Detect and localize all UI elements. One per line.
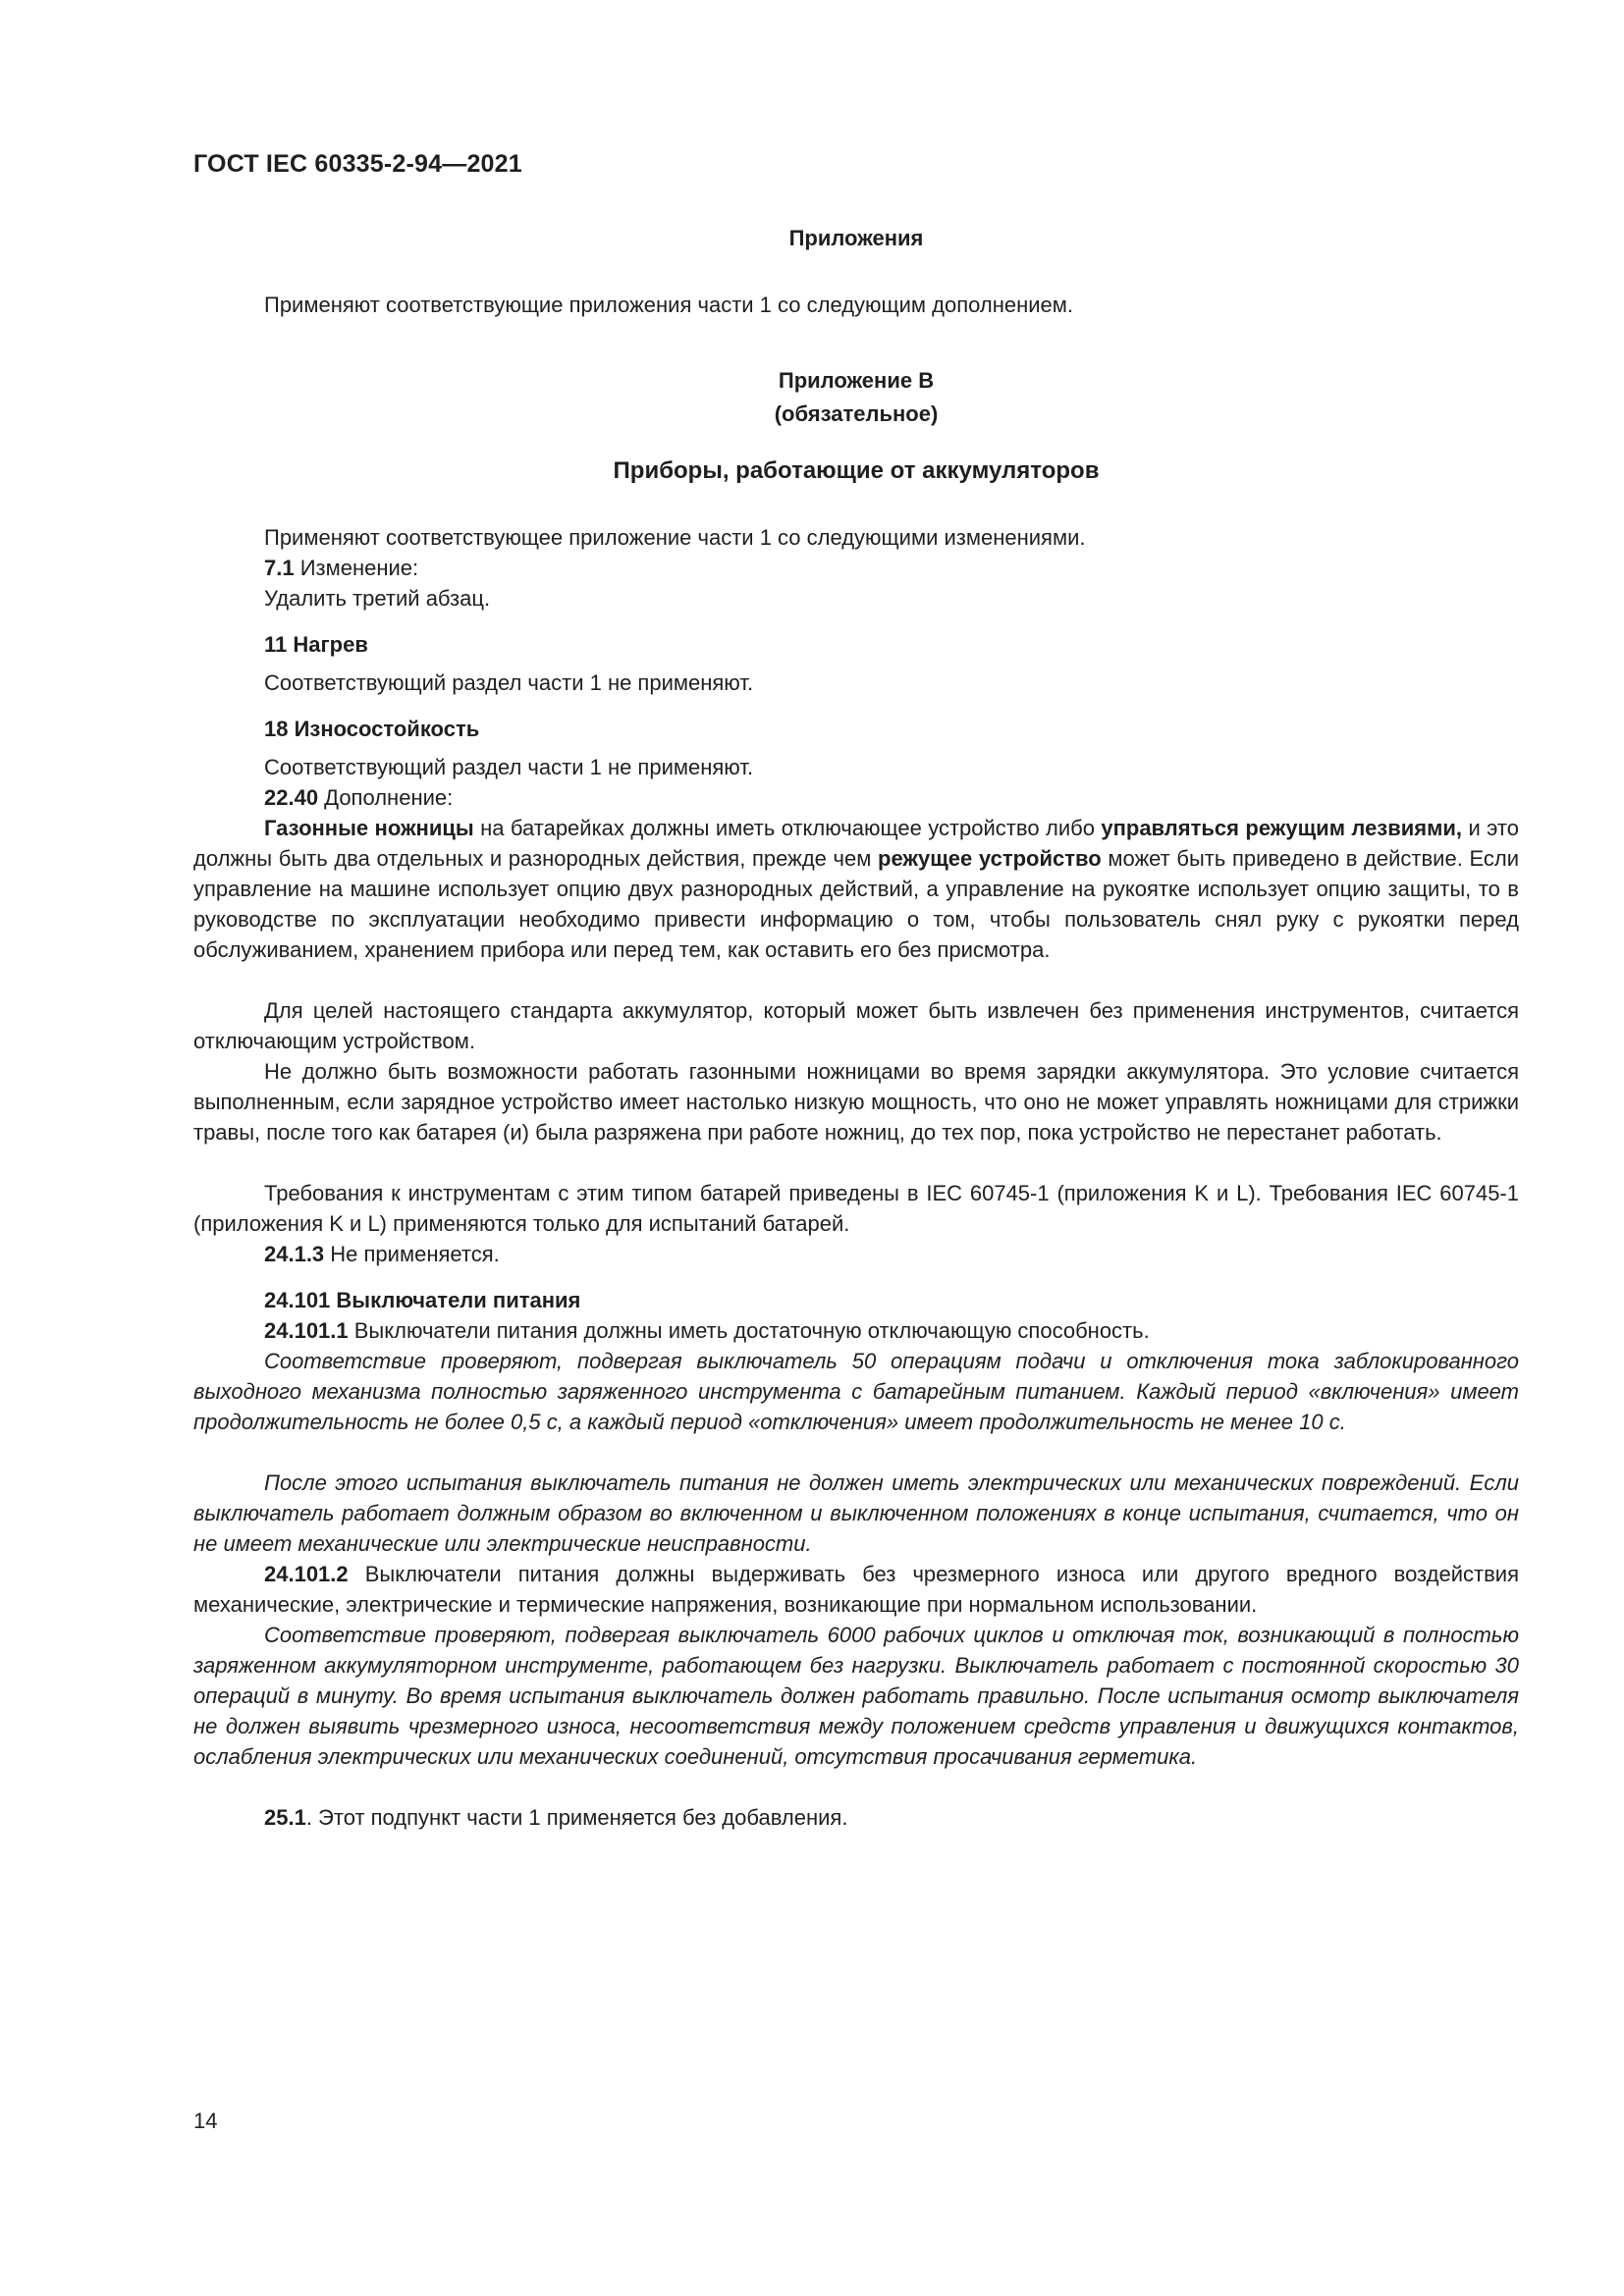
paragraph-lawn-shears [193, 813, 1519, 965]
clause-7-1 [264, 553, 418, 583]
section-18-heading: 18 Износостойкость [264, 717, 480, 741]
clause-7-1-detail: Удалить третий абзац. [264, 586, 491, 611]
clause-number: 24.101.1 [264, 1318, 349, 1343]
clause-text: . Этот подпункт части 1 применяется без добавления. [305, 1805, 848, 1830]
term-cutting-device: режущее устройство [878, 846, 1102, 871]
paragraph-text: и это должны быть два отдельных и разнородных действия, прежде чем [193, 816, 1519, 871]
annex-b-subtitle: Приборы, работающие от аккумуляторов [613, 457, 1100, 484]
section-24-101-heading: 24.101 Выключатели питания [264, 1288, 581, 1312]
clause-24-101-1 [193, 1315, 1519, 1346]
clause-24-101-2 [193, 1559, 1519, 1620]
paragraph-text: на батарейках должны иметь отключающее устройство либо [473, 816, 1102, 840]
clause-number: 24.101.2 [264, 1562, 349, 1586]
clause-text: Дополнение: [318, 785, 454, 810]
paragraph-text: может быть приведено в действие. Если управление на машине использует опцию двух разнородных действий, а управление на рукоятке использует опцию защиты, то в руководстве по эксплуатации необходимо привести информацию о том, чтобы пользователь снял руку с рукоятки перед обслуживанием, хранением прибора или перед тем, как оставить его без присмотра. [193, 846, 1520, 962]
clause-text: Выключатели питания должны выдерживать без чрезмерного износа или другого вредного воздействия механические, электрические и термические напряжения, возникающие при нормальном использовании. [193, 1562, 1519, 1617]
clause-24-1-3 [264, 1239, 500, 1269]
annex-b-title [193, 364, 1519, 431]
document-header: ГОСТ IEC 60335-2-94—2021 [193, 150, 522, 178]
annex-b-status: (обязательное) [774, 401, 939, 426]
section-11-text: Соответствующий раздел части 1 не применяют. [264, 670, 754, 695]
compliance-24-101-1: Соответствие проверяют, подвергая выключатель 50 операциям подачи и отключения тока заблокированного выходного механизма полностью заряженного инструмента с батарейным питанием. Каждый период «включения» имеет продолжительность не более 0,5 с, а каждый период «отключения» имеет продолжительность не менее 10 с. [193, 1349, 1519, 1434]
clause-25-1 [264, 1802, 847, 1833]
term-lawn-shears: Газонные ножницы [264, 816, 474, 840]
paragraph-iec-requirements: Требования к инструментам с этим типом батарей приведены в IEC 60745-1 (приложения K и L). Требования IEC 60745-1 (приложения K и L) применяются только для испытаний батарей. [193, 1181, 1519, 1236]
clause-number: 25.1 [264, 1805, 306, 1830]
clause-number: 7.1 [264, 556, 295, 580]
annex-b-title-text: Приложение В [778, 368, 935, 393]
compliance-24-101-1-after-test: После этого испытания выключатель питания не должен иметь электрических или механических повреждений. Если выключатель работает должным образом во включенном и выключенном положениях в конце испытания, считается, что он не имеет механические или электрические неисправности. [193, 1470, 1519, 1556]
clause-number: 24.1.3 [264, 1242, 325, 1266]
clause-text: Изменение: [294, 556, 419, 580]
compliance-24-101-2: Соответствие проверяют, подвергая выключатель 6000 рабочих циклов и отключая ток, возникающий в полностью заряженном аккумуляторном инструменте, работающем без нагрузки. Выключатель работает с постоянной скоростью 30 операций в минуту. Во время испытания выключатель должен работать правильно. После испытания осмотр выключателя не должен выявить чрезмерного износа, несоответствия между положением средств управления и движущихся контактов, ослабления электрических или механических соединений, отсутствия просачивания герметика. [193, 1623, 1519, 1769]
annex-b-intro: Применяют соответствующее приложение части 1 со следующими изменениями. [264, 525, 1086, 550]
paragraph-charging: Не должно быть возможности работать газонными ножницами во время зарядки аккумулятора. Это условие считается выполненным, если зарядное устройство имеет настолько низкую мощность, что оно не может управлять ножницами для стрижки травы, после того как батарея (и) была разряжена при работе ножниц, до тех пор, пока устройство не перестанет работать. [193, 1059, 1519, 1145]
section-18-text: Соответствующий раздел части 1 не применяют. [264, 755, 754, 779]
section-11-heading: 11 Нагрев [264, 632, 368, 657]
clause-text: Выключатели питания должны иметь достаточную отключающую способность. [348, 1318, 1150, 1343]
paragraph-battery-disconnect: Для целей настоящего стандарта аккумулятор, который может быть извлечен без применения инструментов, считается отключающим устройством. [193, 998, 1519, 1053]
page-number: 14 [193, 2109, 218, 2133]
term-cutting-blades: управляться режущим лезвиями, [1101, 816, 1463, 840]
clause-number: 22.40 [264, 785, 319, 810]
clause-22-40 [264, 782, 453, 813]
annexes-intro: Применяют соответствующие приложения части 1 со следующим дополнением. [264, 293, 1074, 317]
annexes-heading: Приложения [788, 226, 924, 250]
clause-text: Не применяется. [324, 1242, 500, 1266]
